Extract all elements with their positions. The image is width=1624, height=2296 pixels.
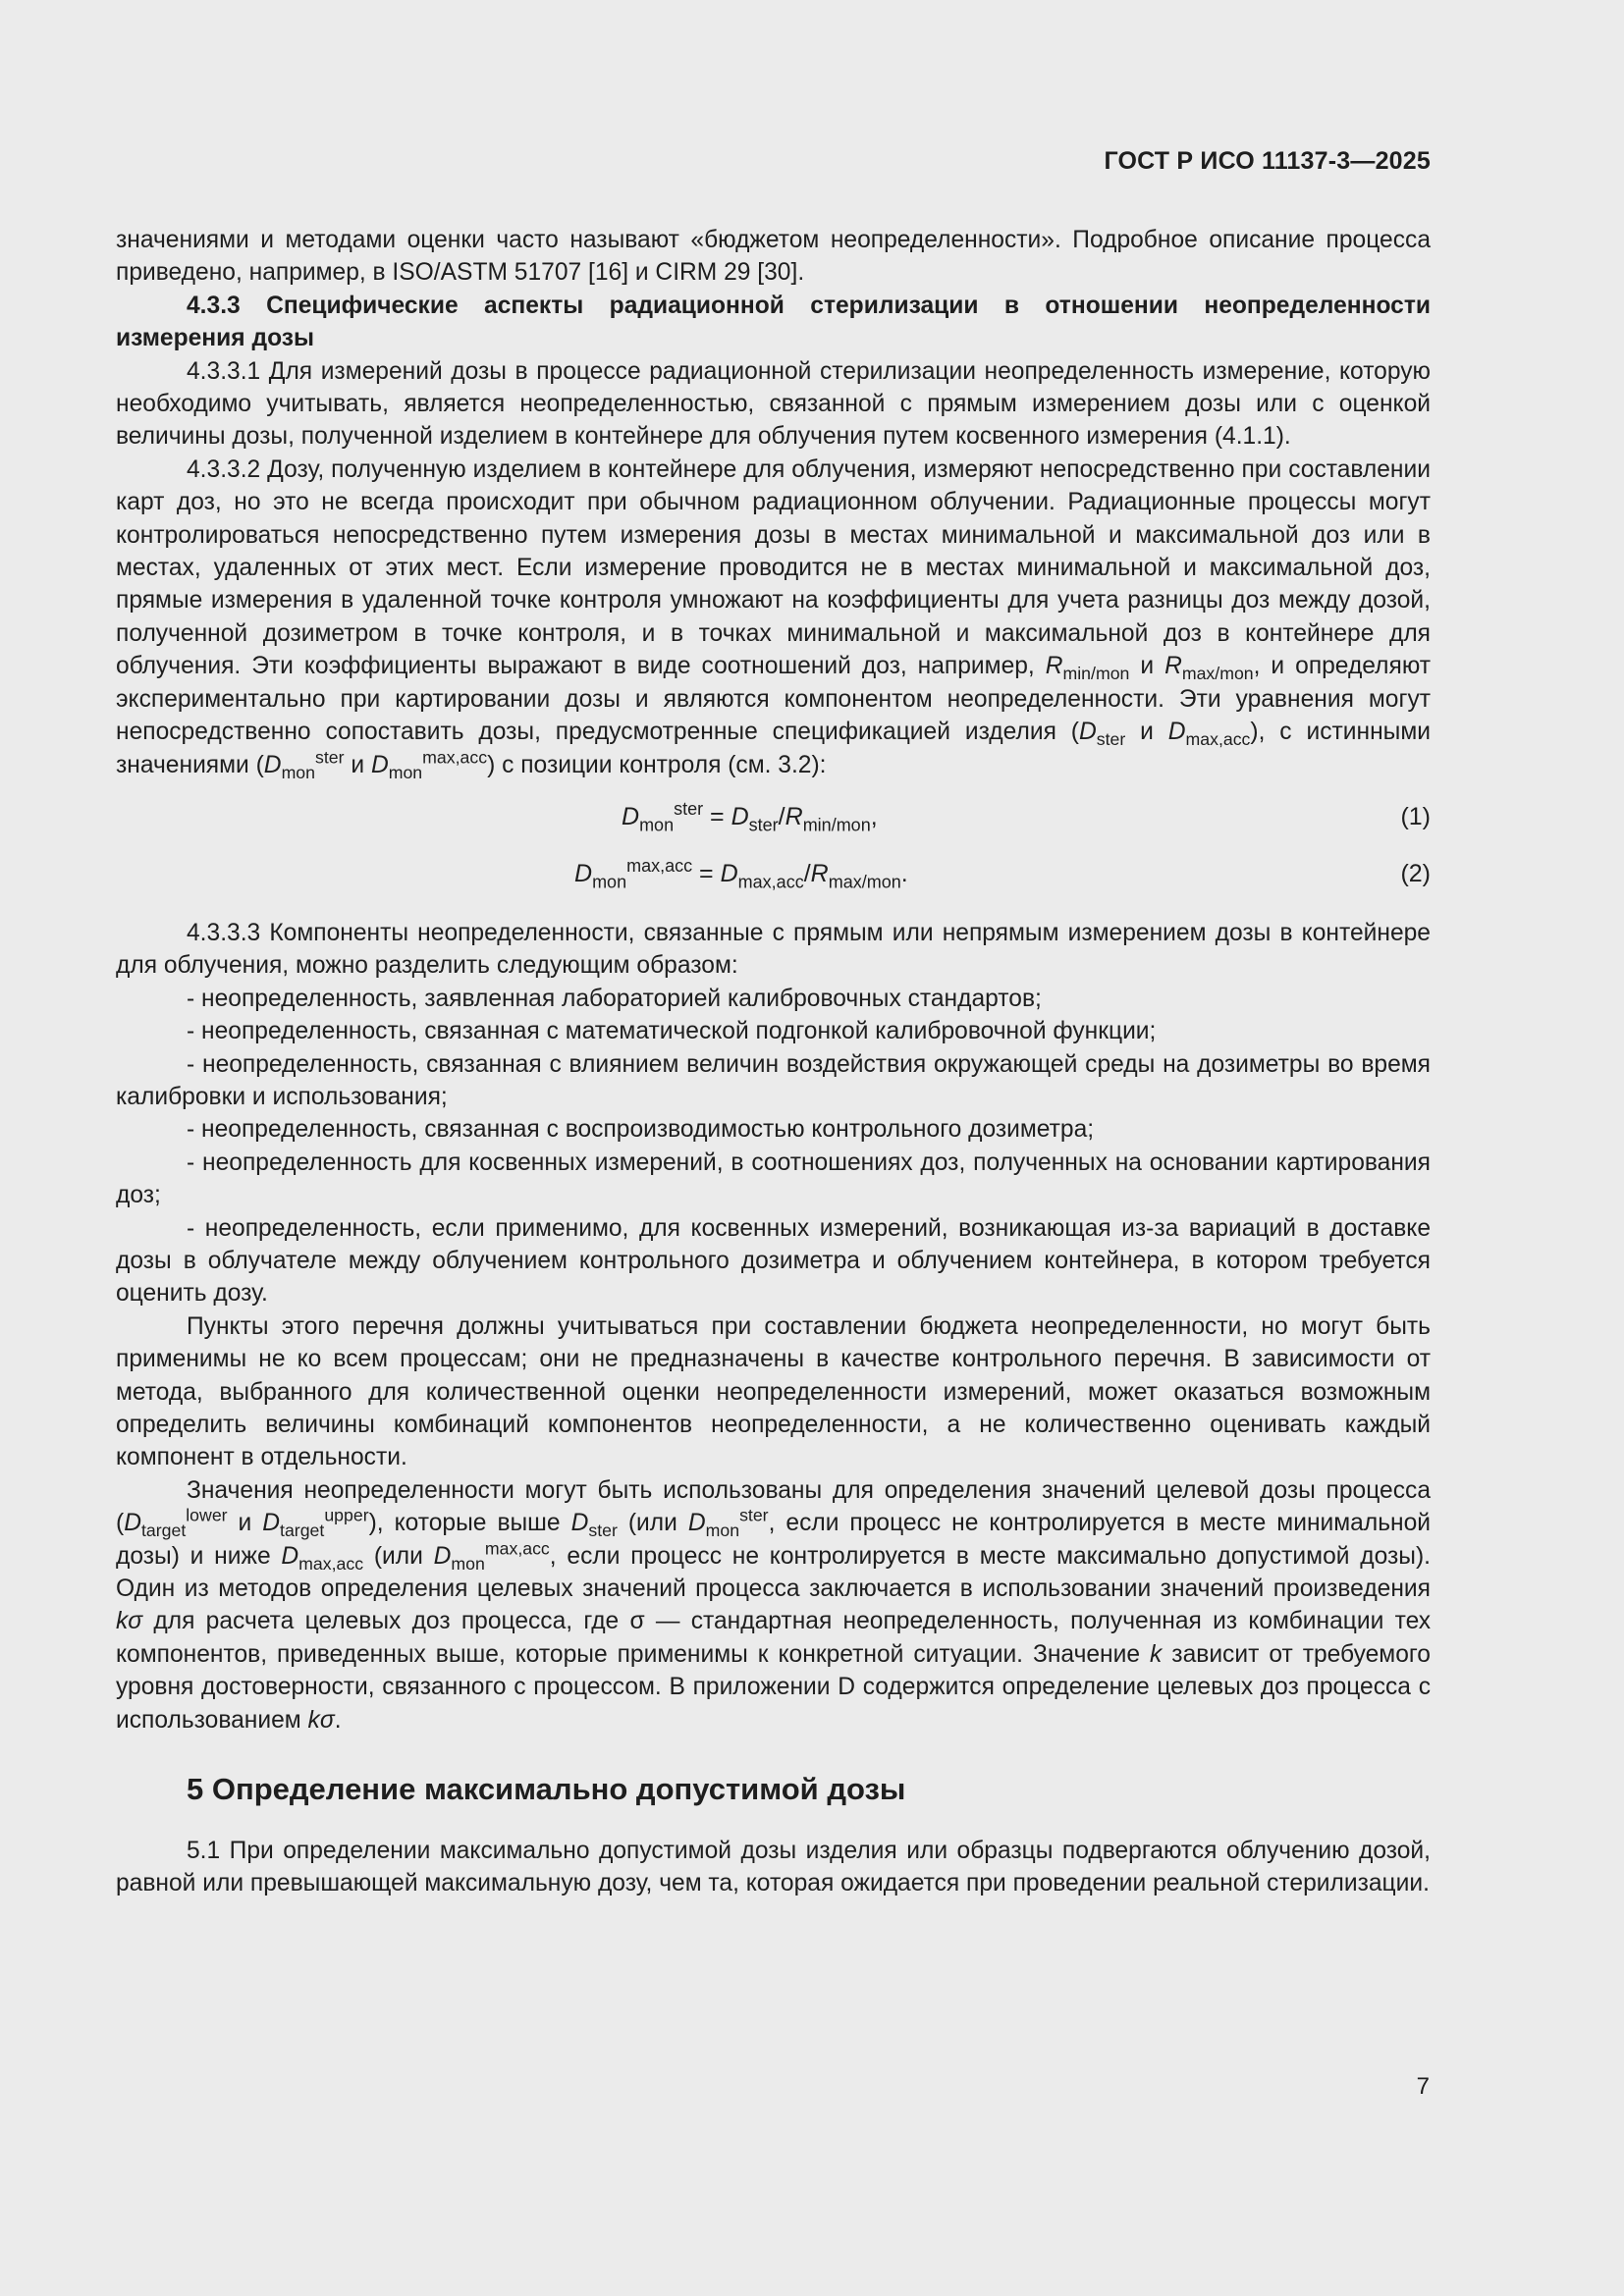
paragraph-4-3-3-2: 4.3.3.2 Дозу, полученную изделием в контейнере для облучения, измеряют непосредственно при составлении карт доз, но это не всегда происходит при обычном радиационном облучении. Радиационные процессы могут контролироваться непосредственно путем измерения дозы в местах минимальной и максимальной доз или в местах, удаленных от этих мест. Если измерение проводится не в местах минимальной и максимальной доз, прямые измерения в удаленной точке контроля умножают на коэффициенты для учета разницы доз между дозой, полученной дозиметром в точке контроля, и в точках минимальной и максимальной доз в контейнере для облучения. Эти коэффициенты выражают в виде соотношений доз, например, $R_{min/mon}$ и $R_{max/mon}$, и определяют экспериментально при картировании дозы и являются компонентом неопределенности. Эти уравнения могут непосредственно сопоставить дозы, предусмотренные спецификацией изделия ($D_{ster}$ и $D_{max,acc}$), с истинными значениями ($D_{mon}^{ster}$ и $D_{mon}^{max,acc}$) с позиции контроля (см. 3.2): <box>116 455 1431 782</box>
formula-2-number: (2) <box>1400 859 1431 887</box>
section-5-heading: 5 Определение максимально допустимой дозы <box>187 1772 906 1807</box>
formula-1 <box>116 789 1431 838</box>
continued-paragraph: значениями и методами оценки часто называют «бюджетом неопределенности». Подробное описание процесса приведено, например, в ISO/ASTM 51707 [16] и CIRM 29 [30]. <box>116 227 1431 287</box>
paragraph-4-3-3-1: 4.3.3.1 Для измерений дозы в процессе радиационной стерилизации неопределенность измерение, которую необходимо учитывать, является неопределенностью, связанной с прямым измерением дозы или с оценкой величины дозы, полученной изделием в контейнере для облучения путем косвенного измерения (4.1.1). <box>116 357 1431 451</box>
subsection-heading-4-3-3: 4.3.3 Специфические аспекты радиационной стерилизации в отношении неопределенности измерения дозы <box>116 292 1431 352</box>
list-item: - неопределенность, связанная с воспроизводимостью контрольного дозиметра; <box>187 1116 1095 1144</box>
page-content <box>116 224 1431 1900</box>
page-number: 7 <box>1416 2073 1430 2100</box>
document-id-header: ГОСТ Р ИСО 11137-3—2025 <box>1104 147 1431 175</box>
list-item: - неопределенность для косвенных измерений, в соотношениях доз, полученных на основании картирования доз; <box>116 1148 1431 1209</box>
paragraph-4-3-3-3: 4.3.3.3 Компоненты неопределенности, связанные с прямым или непрямым измерением дозы в контейнере для облучения, можно разделить следующим образом: <box>116 919 1431 980</box>
formula-2-expression: $D_{mon}^{max,acc} = D_{max,acc}/R_{max/mon}$. <box>574 856 908 892</box>
formula-1-expression: $D_{mon}^{ster} = D_{ster}/R_{min/mon}$, <box>622 799 878 835</box>
paragraph-list-items-note: Пункты этого перечня должны учитываться при составлении бюджета неопределенности, но могут быть применимы не ко всем процессам; они не предназначены в качестве контрольного перечня. В зависимости от метода, выбранного для количественной оценки неопределенности измерений, может оказаться возможным определить величины комбинаций компонентов неопределенности, а не количественно оценивать каждый компонент в отдельности. <box>116 1312 1431 1471</box>
paragraph-uncertainty-values: Значения неопределенности могут быть использованы для определения значений целевой дозы процесса ($D_{target}^{lower}$ и $D_{target}^{upper}$), которые выше $D_{ster}$ (или $D_{mon}^{ster}$, если процесс не контролируется в месте минимальной дозы) и ниже $D_{max,acc}$ (или $D_{mon}^{max,acc}$, если процесс не контролируется в месте максимально допустимой дозы). Один из методов определения целевых значений процесса заключается в использовании значений произведения kσ для расчета целевых доз процесса, где σ — стандартная неопределенность, полученная из комбинации тех компонентов, приведенных выше, которые применимы к конкретной ситуации. Значение k зависит от требуемого уровня достоверности, связанного с процессом. В приложении D содержится определение целевых доз процесса с использованием kσ. <box>116 1476 1432 1734</box>
paragraph-5-1: 5.1 При определении максимально допустимой дозы изделия или образцы подвергаются облучению дозой, равной или превышающей максимальную дозу, чем та, которая ожидается при проведении реальной стерилизации. <box>116 1838 1431 1897</box>
list-item: - неопределенность, связанная с влиянием величин воздействия окружающей среды на дозиметры во время калибровки и использования; <box>116 1050 1431 1110</box>
list-item: - неопределенность, связанная с математической подгонкой калибровочной функции; <box>187 1018 1157 1045</box>
formula-1-number: (1) <box>1400 802 1431 830</box>
formula-2 <box>116 846 1431 895</box>
list-item: - неопределенность, если применимо, для косвенных измерений, возникающая из-за вариаций в доставке дозы в облучателе между облучением контрольного дозиметра и облучением контейнера, в котором требуется оценить дозу. <box>116 1214 1431 1308</box>
list-item: - неопределенность, заявленная лабораторией калибровочных стандартов; <box>187 985 1042 1012</box>
